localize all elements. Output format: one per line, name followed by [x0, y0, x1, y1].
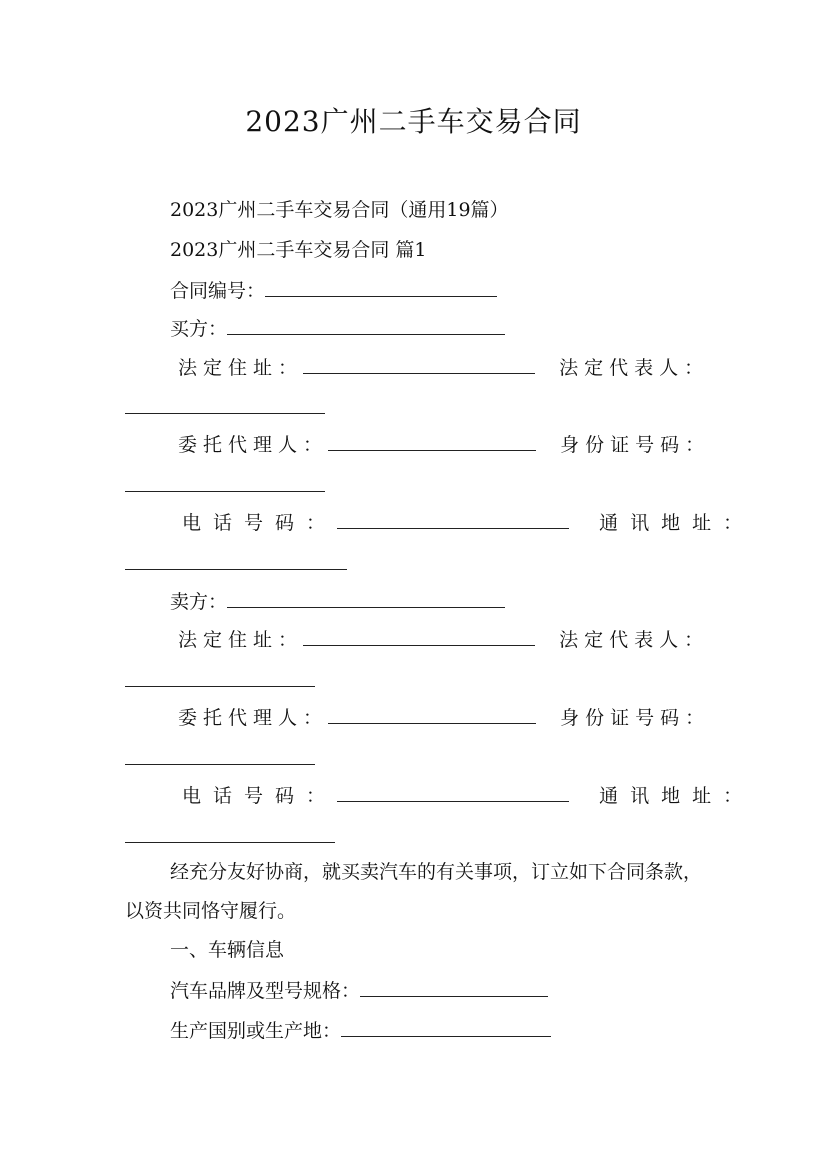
brand-row [170, 978, 548, 1003]
section-1-heading: 一、车辆信息 [170, 939, 285, 961]
seller-phone-row [182, 783, 754, 808]
part-heading: 2023广州二手车交易合同 篇1 [170, 239, 427, 261]
seller-agent-row [178, 705, 710, 730]
buyer-id-label: 身份证号码： [560, 434, 711, 456]
seller-mail-label: 通讯地址： [599, 785, 755, 807]
buyer-agent-row [178, 432, 710, 457]
contract-no-blank [265, 278, 497, 297]
intro-paragraph: 经充分友好协商，就买卖汽车的有关事项，订立如下合同条款，以资共同恪守履行。 [125, 861, 703, 922]
brand-label: 汽车品牌及型号规格： [170, 980, 361, 1002]
contract-no-row [170, 278, 497, 303]
buyer-row [170, 316, 505, 341]
seller-rep-label: 法定代表人： [559, 629, 710, 651]
seller-row [170, 589, 505, 614]
subtitle: 2023广州二手车交易合同（通用19篇） [170, 199, 509, 221]
buyer-rep-blank [125, 412, 325, 414]
seller-id-label: 身份证号码： [560, 707, 711, 729]
origin-label: 生产国别或生产地： [170, 1020, 342, 1042]
buyer-id-blank [125, 490, 325, 492]
buyer-rep-label: 法定代表人： [559, 357, 710, 379]
brand-blank [360, 978, 548, 997]
buyer-phone-blank [337, 510, 569, 529]
seller-mail-blank [125, 841, 335, 843]
buyer-address-blank [303, 355, 535, 374]
buyer-address-row [178, 355, 709, 380]
seller-agent-label: 委托代理人： [178, 707, 329, 729]
seller-address-row [178, 627, 709, 652]
seller-phone-blank [337, 783, 569, 802]
origin-row [170, 1018, 551, 1043]
contract-no-label: 合同编号： [170, 280, 266, 302]
buyer-phone-row [182, 510, 754, 535]
seller-address-blank [303, 627, 535, 646]
buyer-agent-label: 委托代理人： [178, 434, 329, 456]
seller-rep-blank [125, 685, 315, 687]
buyer-label: 买方： [170, 318, 228, 340]
seller-blank [227, 589, 505, 608]
buyer-agent-blank [328, 432, 536, 451]
seller-label: 卖方： [170, 591, 228, 613]
buyer-mail-label: 通讯地址： [599, 512, 755, 534]
buyer-phone-label: 电话号码： [182, 512, 338, 534]
buyer-mail-blank [125, 568, 347, 570]
origin-blank [341, 1018, 551, 1037]
seller-address-label: 法定住址： [178, 629, 304, 651]
buyer-address-label: 法定住址： [178, 357, 304, 379]
seller-id-blank [125, 763, 315, 765]
seller-phone-label: 电话号码： [182, 785, 338, 807]
seller-agent-blank [328, 705, 536, 724]
buyer-blank [227, 316, 505, 335]
document-title: 2023广州二手车交易合同 [245, 105, 582, 138]
